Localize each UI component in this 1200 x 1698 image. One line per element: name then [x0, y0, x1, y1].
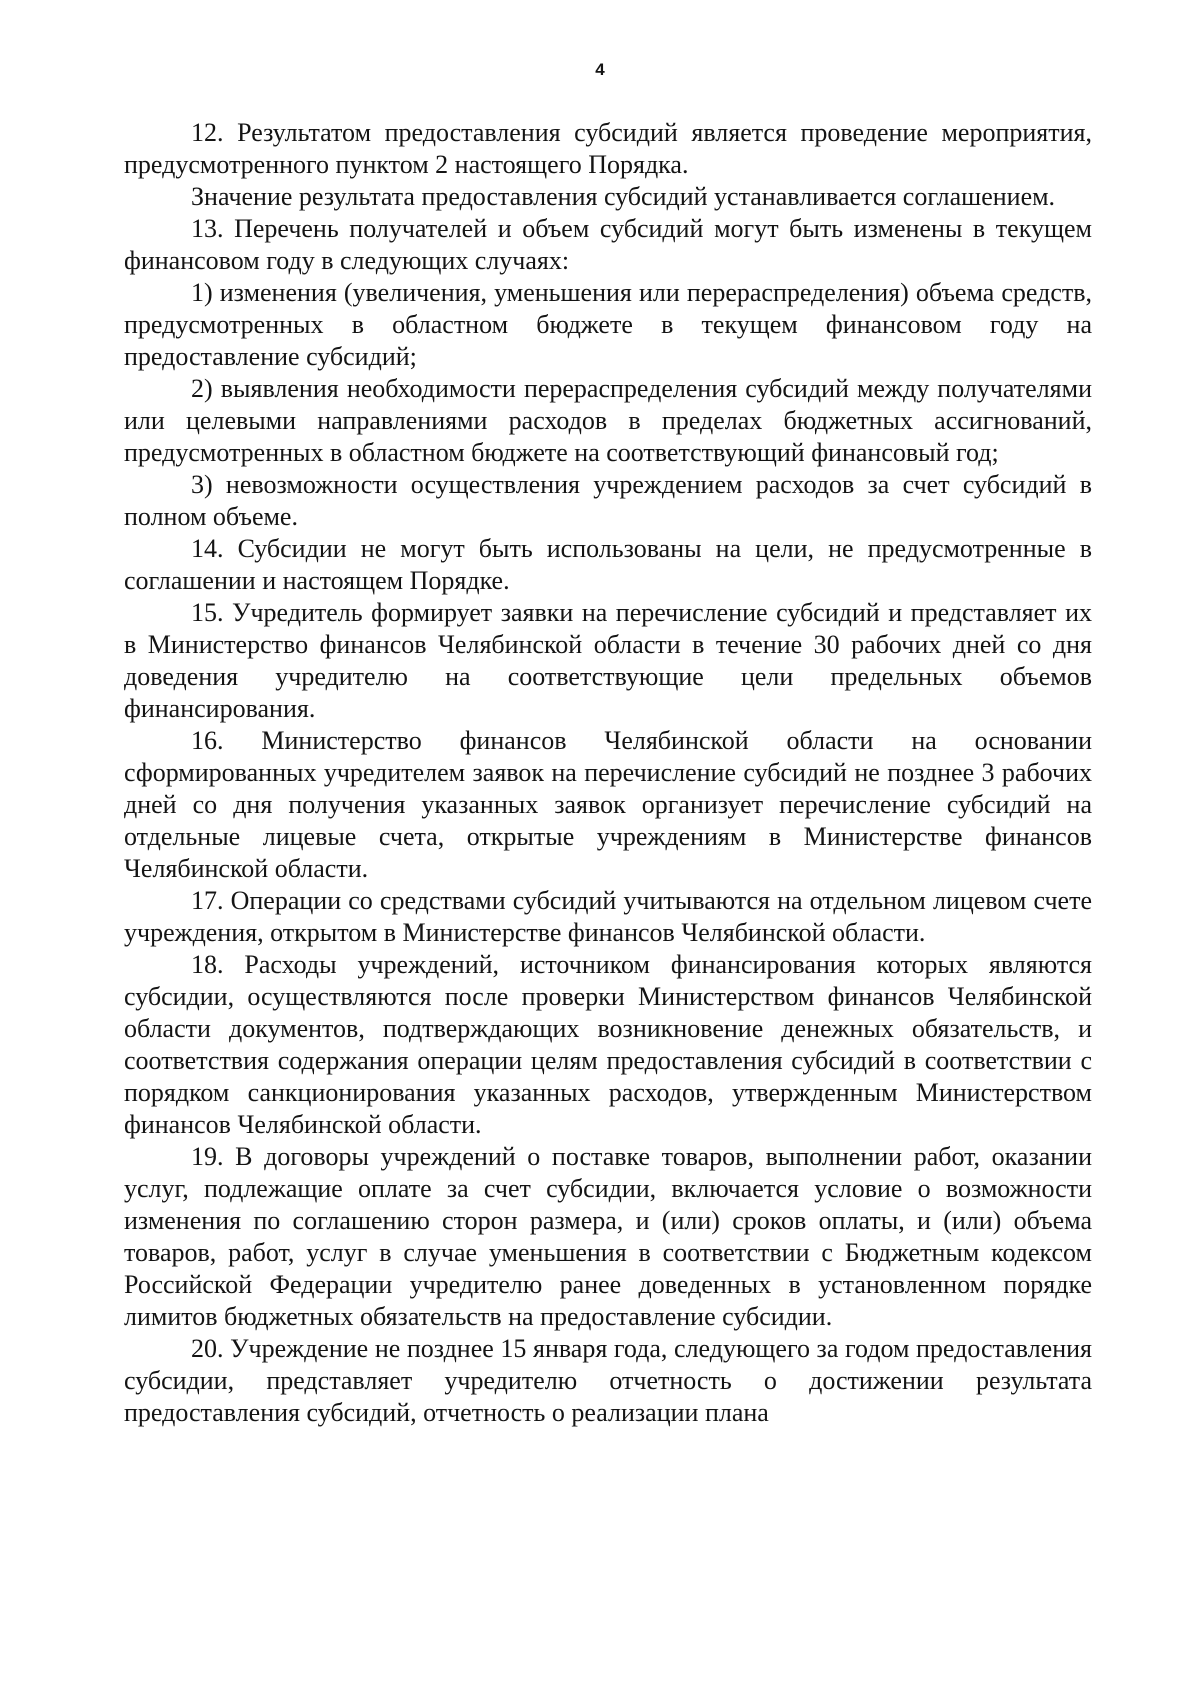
page-number: 4: [595, 60, 605, 79]
paragraph-16: 16. Министерство финансов Челябинской области на основании сформированных учредителем заявок на перечисление субсидий не позднее 3 рабочих дней со дня получения указанных заявок организует перечисление субсидий на отдельные лицевые счета, открытые учреждениям в Министерстве финансов Челябинской области.: [124, 726, 1092, 883]
paragraph-13-item-3: 3) невозможности осуществления учреждением расходов за счет субсидий в полном объеме.: [124, 470, 1092, 531]
paragraph-19: 19. В договоры учреждений о поставке товаров, выполнении работ, оказании услуг, подлежащие оплате за счет субсидии, включается условие о возможности изменения по соглашению сторон размера, и (или) сроков оплаты, и (или) объема товаров, работ, услуг в случае уменьшения в соответствии с Бюджетным кодексом Российской Федерации учредителю ранее доведенных в установленном порядке лимитов бюджетных обязательств на предоставление субсидии.: [124, 1142, 1092, 1331]
paragraph-13-item-1: 1) изменения (увеличения, уменьшения или перераспределения) объема средств, предусмотренных в областном бюджете в текущем финансовом году на предоставление субсидий;: [124, 278, 1092, 371]
paragraph-13: 13. Перечень получателей и объем субсидий могут быть изменены в текущем финансовом году в следующих случаях:: [124, 214, 1092, 275]
paragraph-12-result-value: Значение результата предоставления субсидий устанавливается соглашением.: [191, 182, 1056, 211]
paragraph-17: 17. Операции со средствами субсидий учитываются на отдельном лицевом счете учреждения, открытом в Министерстве финансов Челябинской области.: [124, 886, 1092, 947]
paragraph-13-item-2: 2) выявления необходимости перераспределения субсидий между получателями или целевыми направлениями расходов в пределах бюджетных ассигнований, предусмотренных в областном бюджете на соответствующий финансовый год;: [124, 374, 1092, 467]
paragraph-15: 15. Учредитель формирует заявки на перечисление субсидий и представляет их в Министерство финансов Челябинской области в течение 30 рабочих дней со дня доведения учредителю на соответствующие цели предельных объемов финансирования.: [124, 598, 1092, 723]
paragraph-12: 12. Результатом предоставления субсидий является проведение мероприятия, предусмотренного пунктом 2 настоящего Порядка.: [124, 118, 1092, 179]
paragraph-20: 20. Учреждение не позднее 15 января года, следующего за годом предоставления субсидии, представляет учредителю отчетность о достижении результата предоставления субсидий, отчетность о реализации плана: [124, 1334, 1092, 1427]
paragraph-14: 14. Субсидии не могут быть использованы на цели, не предусмотренные в соглашении и настоящем Порядке.: [124, 534, 1092, 595]
document-body: [124, 117, 1092, 1429]
paragraph-18: 18. Расходы учреждений, источником финансирования которых являются субсидии, осуществляются после проверки Министерством финансов Челябинской области документов, подтверждающих возникновение денежных обязательств, и соответствия содержания операции целям предоставления субсидий в соответствии с порядком санкционирования указанных расходов, утвержденным Министерством финансов Челябинской области.: [124, 950, 1092, 1139]
